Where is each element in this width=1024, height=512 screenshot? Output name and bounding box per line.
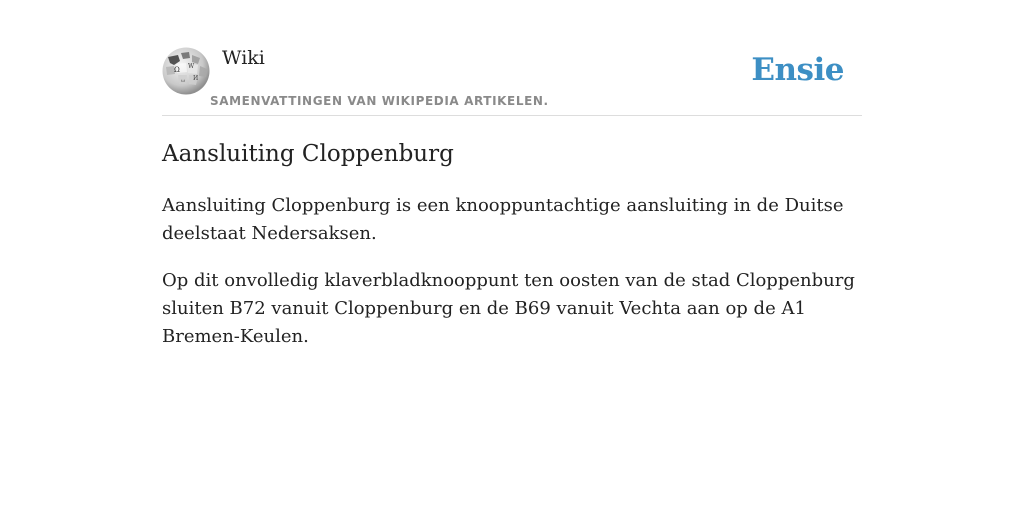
svg-text:ω: ω (181, 78, 186, 84)
wikipedia-globe-icon[interactable] (162, 47, 210, 95)
article-paragraph: Op dit onvolledig klaverbladknooppunt ten oosten van de stad Cloppenburg sluiten B72 vanuit Cloppenburg en de B69 vanuit Vechta aan op de A1 Bremen-Keulen. (162, 270, 855, 347)
article-paragraph: Aansluiting Cloppenburg is een knooppuntachtige aansluiting in de Duitse deelstaat Nedersaksen. (162, 195, 844, 244)
svg-text:W: W (188, 63, 195, 70)
page-title: Aansluiting Cloppenburg (162, 141, 454, 167)
site-header (162, 44, 862, 116)
site-tagline: SAMENVATTINGEN VAN WIKIPEDIA ARTIKELEN. (210, 94, 549, 108)
svg-text:И: И (193, 75, 199, 82)
article (162, 138, 862, 370)
svg-text:Ω: Ω (174, 66, 180, 74)
ensie-brand-link[interactable]: Ensie (751, 52, 844, 88)
site-name[interactable]: Wiki (222, 47, 265, 69)
